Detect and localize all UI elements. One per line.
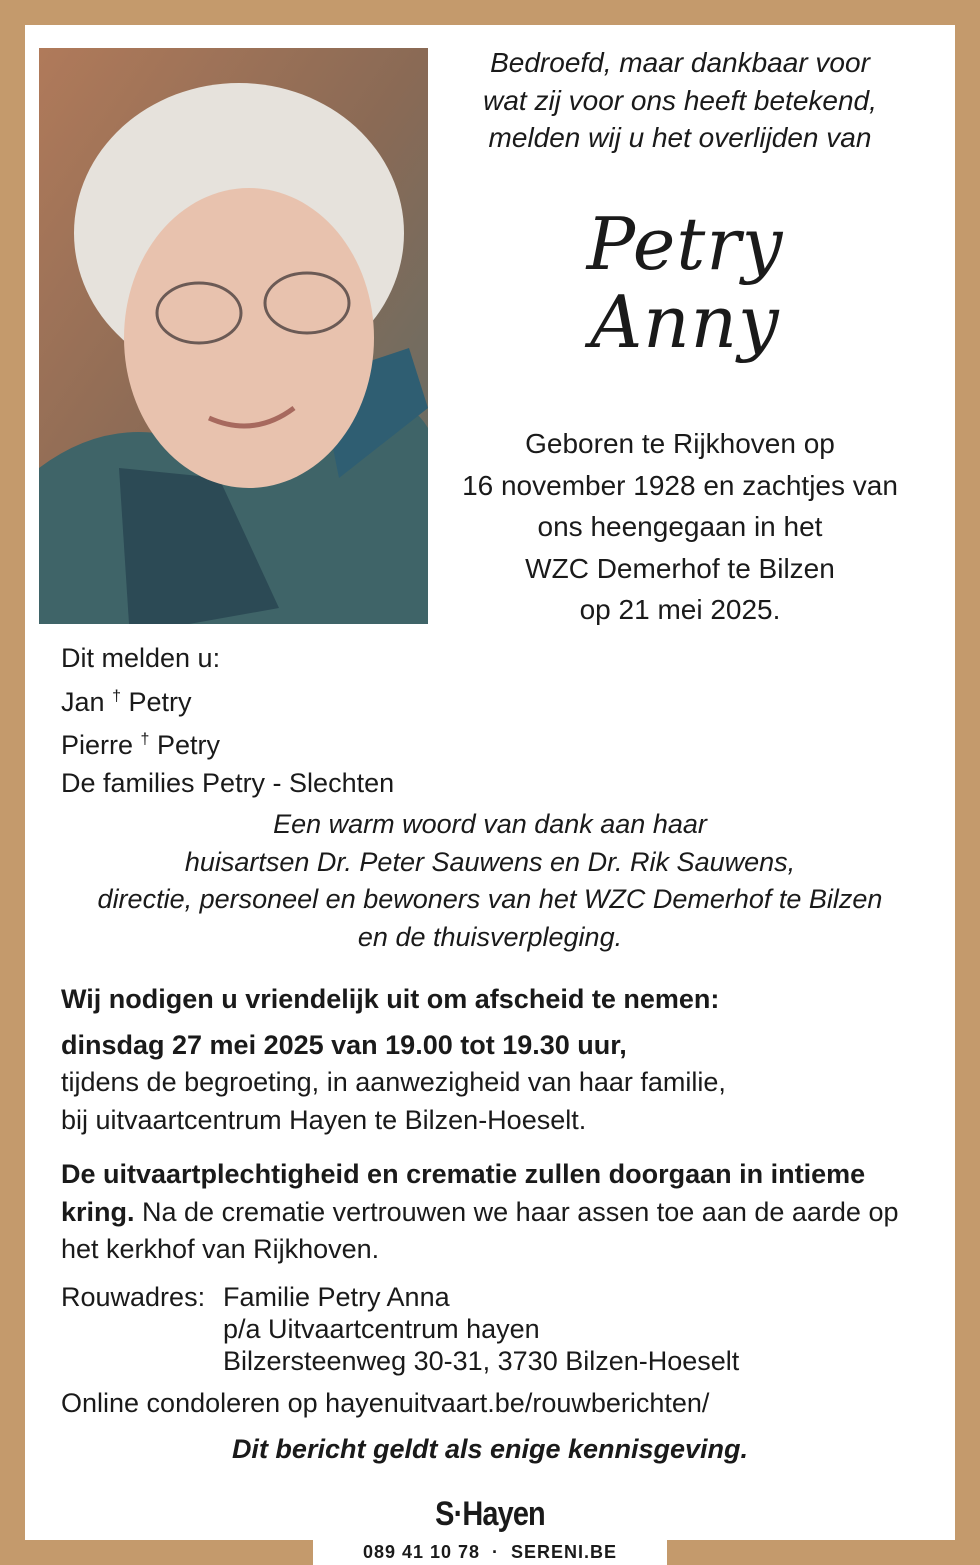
intro-line: Bedroefd, maar dankbaar voor <box>490 47 870 78</box>
intro-text <box>440 44 920 157</box>
invite-line: tijdens de begroeting, in aanwezigheid van haar familie, <box>61 1067 726 1097</box>
family-list <box>61 640 394 802</box>
thanks-text <box>40 806 940 956</box>
family-member <box>61 721 394 765</box>
portrait-photo <box>39 48 428 624</box>
address-line: p/a Uitvaartcentrum hayen <box>223 1314 540 1344</box>
born-line: 16 november 1928 en zachtjes van <box>462 469 898 501</box>
ceremony-bold: De uitvaartplechtigheid en crematie zullen doorgaan in intieme kring. <box>61 1159 866 1227</box>
family-intro: Dit melden u: <box>61 643 221 673</box>
member-last: Petry <box>156 730 220 760</box>
cross-icon: † <box>112 687 121 705</box>
invite-line: bij uitvaartcentrum Hayen te Bilzen-Hoeselt. <box>61 1104 587 1135</box>
families: De families Petry - Slechten <box>61 767 395 798</box>
thanks-line: directie, personeel en bewoners van het WZC Demerhof te Bilzen <box>97 884 883 914</box>
born-line: Geboren te Rijkhoven op <box>525 428 835 459</box>
thanks-line: Een warm woord van dank aan haar <box>273 809 707 839</box>
family-member <box>61 678 394 722</box>
born-line: WZC Demerhof te Bilzen <box>525 552 835 584</box>
closing-note: Dit bericht geldt als enige kennisgeving. <box>231 1434 749 1464</box>
intro-line: melden wij u het overlijden van <box>488 122 872 153</box>
contact-info: 089 41 10 78 · SERENI.BE <box>362 1542 618 1562</box>
intro-line: wat zij voor ons heeft betekend, <box>483 84 877 116</box>
member-last: Petry <box>128 686 192 717</box>
address-label: Rouwadres: <box>61 1282 206 1312</box>
hayen-logo: S·Hayen <box>435 1495 545 1533</box>
invitation <box>61 981 931 1139</box>
last-name: Petry <box>586 202 784 286</box>
born-line: op 21 mei 2025. <box>579 594 781 625</box>
member-first: Jan <box>61 686 105 717</box>
member-first: Pierre <box>61 730 134 760</box>
thanks-line: huisartsen Dr. Peter Sauwens en Dr. Rik Sauwens, <box>184 846 796 877</box>
address-line: Familie Petry Anna <box>223 1282 450 1312</box>
address-line: Bilzersteenweg 30-31, 3730 Bilzen-Hoeselt <box>223 1346 740 1376</box>
born-line: ons heengegaan in het <box>537 511 823 542</box>
birth-death-info <box>440 423 920 631</box>
mourning-address <box>61 1281 931 1377</box>
first-name: Anny <box>590 280 780 364</box>
cross-icon: † <box>140 731 150 748</box>
deceased-name <box>520 202 850 364</box>
ceremony-text <box>61 1156 931 1269</box>
online-condolence[interactable]: Online condoleren op hayenuitvaart.be/rouwberichten/ <box>61 1388 710 1418</box>
thanks-line: en de thuisverpleging. <box>357 921 623 952</box>
invite-heading: Wij nodigen u vriendelijk uit om afscheid te nemen: <box>61 984 720 1014</box>
ceremony-rest: Na de crematie vertrouwen we haar assen toe aan de aarde op het kerkhof van Rijkhoven. <box>61 1196 899 1264</box>
invite-when: dinsdag 27 mei 2025 van 19.00 tot 19.30 uur, <box>61 1029 627 1060</box>
